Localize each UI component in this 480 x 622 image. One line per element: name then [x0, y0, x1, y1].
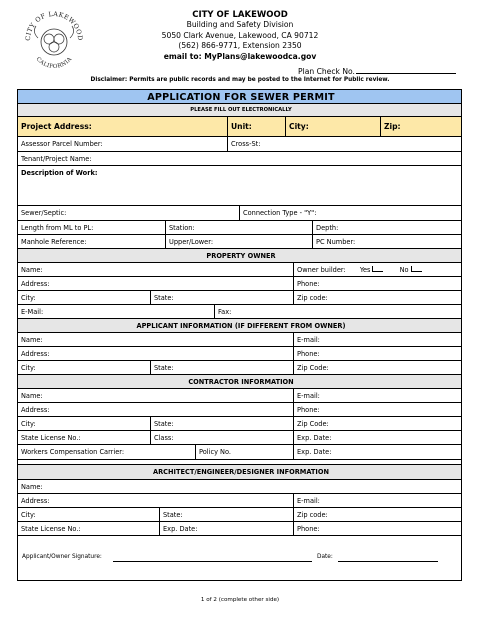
- contractor-city-field[interactable]: City:: [18, 417, 151, 430]
- sewer-septic-field[interactable]: Sewer/Septic:: [18, 206, 240, 220]
- owner-builder-field: [294, 263, 461, 276]
- contractor-email-field[interactable]: E-mail:: [297, 392, 320, 400]
- signature-line[interactable]: [113, 561, 312, 562]
- architect-license-field[interactable]: State License No.:: [18, 522, 160, 535]
- signature-date-line[interactable]: [338, 561, 438, 562]
- project-zip-field[interactable]: Zip:: [384, 122, 401, 131]
- division-name: Building and Safety Division: [186, 20, 294, 29]
- manhole-row: [18, 235, 461, 249]
- form-title-row: [18, 90, 461, 104]
- applicant-name-field[interactable]: Name:: [18, 333, 294, 346]
- pc-number-field[interactable]: PC Number:: [316, 238, 356, 246]
- architect-name-field[interactable]: Name:: [21, 483, 43, 491]
- applicant-state-field[interactable]: State:: [151, 361, 294, 374]
- applicant-heading: APPLICANT INFORMATION (IF DIFFERENT FROM OWNER): [18, 319, 461, 332]
- applicant-phone-field[interactable]: Phone:: [297, 350, 320, 358]
- architect-heading-row: [18, 465, 461, 480]
- property-owner-heading: PROPERTY OWNER: [18, 249, 461, 262]
- sewer-permit-form: [17, 89, 462, 581]
- owner-name-row: [18, 263, 461, 277]
- project-address-row: [18, 117, 461, 137]
- owner-phone-field[interactable]: Phone:: [297, 280, 320, 288]
- svg-text:CALIFORNIA: CALIFORNIA: [34, 56, 74, 68]
- depth-field[interactable]: Depth:: [316, 224, 339, 232]
- workers-comp-carrier-field[interactable]: Workers Compensation Carrier:: [18, 445, 196, 459]
- owner-name-field[interactable]: Name:: [18, 263, 294, 276]
- owner-builder-label: Owner builder:: [297, 266, 346, 274]
- architect-phone-field[interactable]: Phone:: [297, 525, 320, 533]
- description-field[interactable]: Description of Work:: [21, 169, 98, 177]
- agency-phone: (562) 866-9771, Extension 2350: [178, 41, 302, 50]
- owner-email-field[interactable]: E-Mail:: [18, 305, 215, 318]
- architect-heading: ARCHITECT/ENGINEER/DESIGNER INFORMATION: [18, 465, 461, 479]
- station-field[interactable]: Station:: [166, 221, 313, 234]
- project-city-field[interactable]: City:: [286, 117, 381, 136]
- plan-check-field[interactable]: [356, 67, 456, 74]
- owner-city-row: [18, 291, 461, 305]
- contractor-heading: CONTRACTOR INFORMATION: [18, 375, 461, 388]
- tenant-row: [18, 152, 461, 166]
- project-address-field[interactable]: Project Address:: [18, 117, 228, 136]
- architect-address-row: [18, 494, 461, 508]
- owner-fax-field[interactable]: Fax:: [218, 308, 232, 316]
- architect-exp-date-field[interactable]: Exp. Date:: [160, 522, 294, 535]
- unit-field[interactable]: Unit:: [228, 117, 286, 136]
- upper-lower-field[interactable]: Upper/Lower:: [166, 235, 313, 248]
- agency-address: 5050 Clark Avenue, Lakewood, CA 90712: [161, 30, 319, 40]
- architect-email-field[interactable]: E-mail:: [297, 497, 320, 505]
- parcel-row: [18, 137, 461, 152]
- owner-builder-no-checkbox[interactable]: [411, 266, 422, 272]
- signature-date-label: Date:: [317, 554, 333, 560]
- policy-exp-date-field[interactable]: Exp. Date:: [297, 448, 332, 456]
- plan-check-label: Plan Check No.: [298, 67, 355, 76]
- contractor-heading-row: [18, 375, 461, 389]
- applicant-email-field[interactable]: E-mail:: [297, 336, 320, 344]
- contractor-name-field[interactable]: Name:: [18, 389, 294, 402]
- contractor-city-row: [18, 417, 461, 431]
- agency-email: email to: MyPlans@lakewoodca.gov: [163, 51, 317, 61]
- plan-check-number: [298, 67, 468, 76]
- assessor-parcel-field[interactable]: Assessor Parcel Number:: [18, 137, 228, 151]
- length-row: [18, 221, 461, 235]
- form-subtitle-row: [18, 104, 461, 117]
- form-subtitle: PLEASE FILL OUT ELECTRONICALLY: [190, 107, 292, 113]
- owner-state-field[interactable]: State:: [151, 291, 294, 304]
- owner-builder-no-label: No: [399, 266, 409, 274]
- applicant-name-row: [18, 333, 461, 347]
- svg-text:CITY OF LAKEWOOD: CITY OF LAKEWOOD: [23, 9, 85, 42]
- architect-address-field[interactable]: Address:: [18, 494, 294, 507]
- disclaimer: Disclaimer: Permits are public records and may be posted to the Internet for Public review.: [90, 77, 390, 83]
- length-ml-pl-field[interactable]: Length from ML to PL:: [18, 221, 166, 234]
- contractor-zip-field[interactable]: Zip Code:: [297, 420, 329, 428]
- city-seal-logo: [18, 6, 90, 68]
- owner-address-row: [18, 277, 461, 291]
- applicant-address-field[interactable]: Address:: [18, 347, 294, 360]
- applicant-city-field[interactable]: City:: [18, 361, 151, 374]
- architect-city-field[interactable]: City:: [18, 508, 160, 521]
- contractor-address-row: [18, 403, 461, 417]
- contractor-license-row: [18, 431, 461, 445]
- applicant-heading-row: [18, 319, 461, 333]
- architect-state-field[interactable]: State:: [160, 508, 294, 521]
- architect-city-row: [18, 508, 461, 522]
- page-header: [0, 0, 480, 90]
- contractor-address-field[interactable]: Address:: [18, 403, 294, 416]
- description-row: [18, 166, 461, 206]
- owner-zip-field[interactable]: Zip code:: [297, 294, 328, 302]
- policy-number-field[interactable]: Policy No.: [196, 445, 294, 459]
- contractor-name-row: [18, 389, 461, 403]
- owner-builder-yes-label: Yes: [359, 266, 371, 274]
- contractor-state-field[interactable]: State:: [151, 417, 294, 430]
- architect-zip-field[interactable]: Zip code:: [297, 511, 328, 519]
- contractor-class-field[interactable]: Class:: [151, 431, 294, 444]
- page-footer: 1 of 2 (complete other side): [200, 597, 280, 603]
- cross-street-field[interactable]: Cross-St:: [231, 140, 261, 148]
- city-name: CITY OF LAKEWOOD: [192, 10, 288, 20]
- workers-comp-row: [18, 445, 461, 460]
- owner-city-field[interactable]: City:: [18, 291, 151, 304]
- contractor-license-field[interactable]: State License No.:: [18, 431, 151, 444]
- manhole-reference-field[interactable]: Manhole Reference:: [18, 235, 166, 248]
- signature-label: Applicant/Owner Signature:: [22, 554, 102, 560]
- property-owner-heading-row: [18, 249, 461, 263]
- agency-info: [100, 10, 380, 62]
- contractor-exp-date-field[interactable]: Exp. Date:: [297, 434, 332, 442]
- owner-email-row: [18, 305, 461, 319]
- owner-builder-yes-checkbox[interactable]: [372, 266, 383, 272]
- applicant-address-row: [18, 347, 461, 361]
- connection-type-field[interactable]: Connection Type - "Y":: [243, 209, 317, 217]
- owner-address-field[interactable]: Address:: [18, 277, 294, 290]
- applicant-city-row: [18, 361, 461, 375]
- tenant-project-field[interactable]: Tenant/Project Name:: [21, 155, 92, 163]
- signature-area: [18, 536, 461, 581]
- form-title: APPLICATION FOR SEWER PERMIT: [147, 92, 335, 103]
- contractor-phone-field[interactable]: Phone:: [297, 406, 320, 414]
- architect-name-row: [18, 480, 461, 494]
- sewer-septic-row: [18, 206, 461, 221]
- applicant-zip-field[interactable]: Zip Code:: [297, 364, 329, 372]
- architect-license-row: [18, 522, 461, 536]
